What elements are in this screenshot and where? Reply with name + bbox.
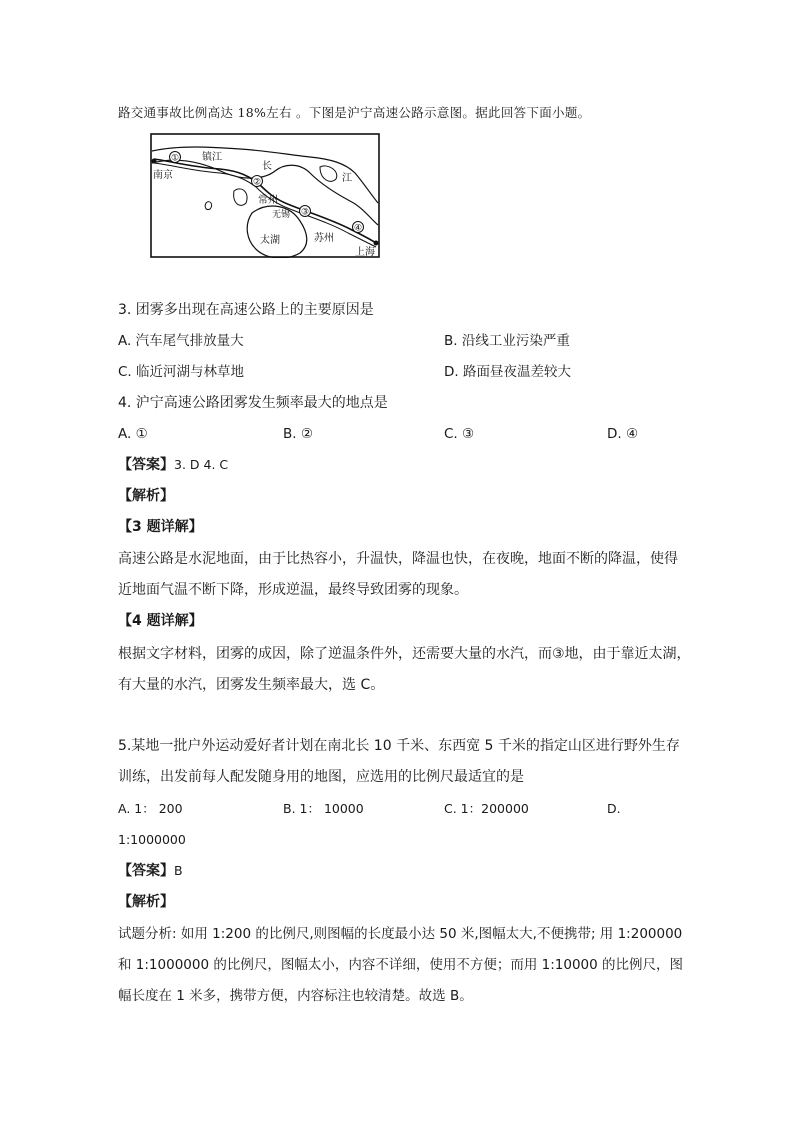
marker-1: ① [170,153,180,164]
q4-option-c[interactable]: C. ③ [444,426,475,442]
detail-4-line-1: 根据文字材料，团雾的成因，除了逆温条件外，还需要大量的水汽，而③地，由于靠近太湖， [118,646,691,662]
detail-3-line-1: 高速公路是水泥地面，由于比热容小，升温快，降温也快，在夜晚，地面不断的降温，使得 [118,551,678,567]
place-shanghai: 上海 [355,247,375,258]
detail-3-title: 【3 题详解】 [118,519,203,535]
analysis-heading-1: 【解析】 [118,488,174,504]
q5-option-d-value[interactable]: 1:1000000 [118,832,186,847]
q5-option-b[interactable]: B. 1： 10000 [283,801,364,816]
shanghai-dot [374,241,379,246]
marker-2: ② [252,177,262,188]
answer-tag-2: 【答案】 [118,863,174,879]
detail-4-line-2: 有大量的水汽，团雾发生频率最大，选 C。 [118,677,385,693]
place-suzhou: 苏州 [314,233,334,244]
q4-option-d[interactable]: D. ④ [607,426,639,442]
q3-option-b[interactable]: B. 沿线工业污染严重 [444,333,570,349]
place-taihu: 太湖 [260,235,280,246]
q5-option-c[interactable]: C. 1：200000 [444,801,529,816]
answer-line-1 [118,456,228,474]
river-char-chang: 长 [262,161,272,172]
explanation-line-3: 幅长度在 1 米多，携带方便，内容标注也较清楚。故选 B。 [118,988,473,1004]
place-wuxi: 无锡 [272,210,291,220]
q5-option-a[interactable]: A. 1： 200 [118,801,183,816]
place-changzhou: 常州 [258,195,278,206]
q5-line-1: 5.某地一批户外运动爱好者计划在南北长 10 千米、东西宽 5 千米的指定山区进行野外生存 [118,738,680,754]
q3-stem: 3. 团雾多出现在高速公路上的主要原因是 [118,302,374,318]
q3-option-a[interactable]: A. 汽车尾气排放量大 [118,333,244,349]
nanjing-dot [152,159,157,164]
answer-text-2: B [174,863,183,878]
place-nanjing: 南京 [153,170,173,181]
q5-line-2: 训练，出发前每人配发随身用的地图，应选用的比例尺最适宜的是 [118,769,524,785]
answer-tag: 【答案】 [118,457,174,473]
detail-3-line-2: 近地面气温不断下降，形成逆温，最终导致团雾的现象。 [118,582,468,598]
expressway-map [150,133,380,258]
place-zhenjiang: 镇江 [202,152,222,163]
marker-4: ④ [353,223,363,234]
q5-option-d[interactable]: D. [607,801,621,816]
answer-line-2 [118,862,183,880]
explanation-line-1: 试题分析: 如用 1:200 的比例尺,则图幅的长度最小达 50 米,图幅太大,不便携带; 用 1:200000 [118,926,683,942]
q3-option-c[interactable]: C. 临近河湖与林草地 [118,364,245,380]
q4-option-a[interactable]: A. ① [118,426,148,442]
intro-text: 路交通事故比例高达 18%左右 。下图是沪宁高速公路示意图。据此回答下面小题。 [118,105,591,120]
detail-4-title: 【4 题详解】 [118,613,203,629]
q3-option-d[interactable]: D. 路面昼夜温差较大 [444,364,571,380]
q4-option-b[interactable]: B. ② [283,426,313,442]
q4-stem: 4. 沪宁高速公路团雾发生频率最大的地点是 [118,395,388,411]
answer-text: 3. D 4. C [174,457,229,472]
river-char-jiang: 江 [342,173,352,184]
explanation-line-2: 和 1:1000000 的比例尺，图幅太小，内容不详细，使用不方便；而用 1:10000 的比例尺，图 [118,957,684,973]
analysis-heading-2: 【解析】 [118,894,174,910]
marker-3: ③ [300,207,310,218]
